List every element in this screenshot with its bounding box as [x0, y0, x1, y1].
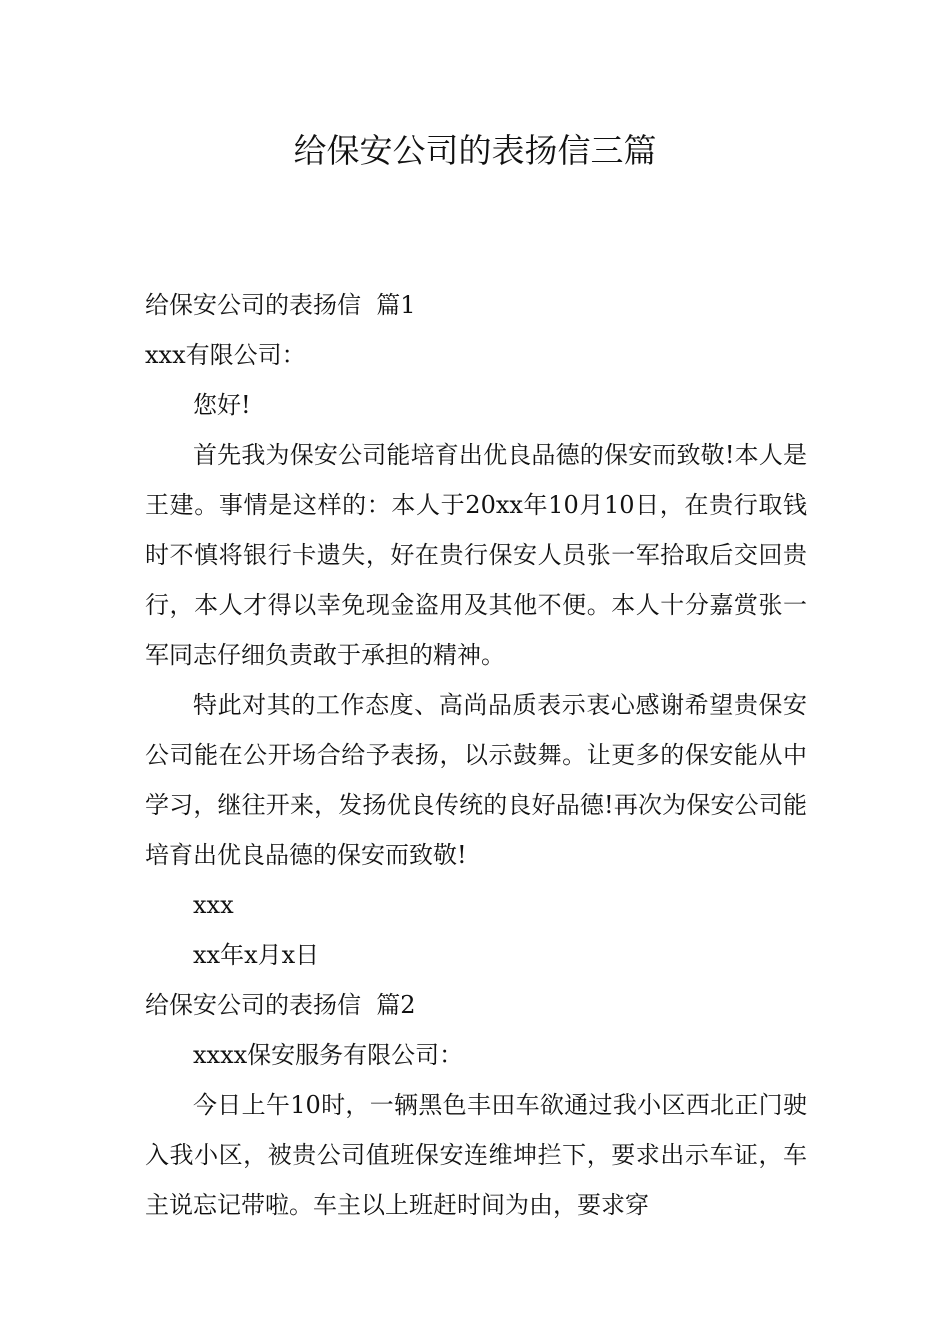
letter1-salutation: xxx有限公司： — [145, 341, 306, 369]
letter1-signature: xxx — [193, 891, 234, 919]
letter2-heading: 给保安公司的表扬信 篇2 — [145, 991, 416, 1019]
letter1-paragraph-2: 特此对其的工作态度、高尚品质表示衷心感谢希望贵保安公司能在公开场合给予表扬，以示鼓舞。让更多的保安能从中学习，继往开来，发扬优良传统的良好品德!再次为保安公司能培育出优良品德的保安而致敬! — [145, 691, 807, 869]
letter1-heading: 给保安公司的表扬信 篇1 — [145, 291, 416, 319]
letter1-date: xx年x月x日 — [193, 941, 320, 969]
document-title: 给保安公司的表扬信三篇 — [293, 131, 657, 170]
document-body — [145, 280, 807, 1230]
letter1-greeting: 您好! — [193, 391, 251, 419]
letter1-paragraph-1: 首先我为保安公司能培育出优良品德的保安而致敬!本人是王建。事情是这样的：本人于20xx年10月10日，在贵行取钱时不慎将银行卡遗失，好在贵行保安人员张一军拾取后交回贵行，本人才得以幸免现金盗用及其他不便。本人十分嘉赏张一军同志仔细负责敢于承担的精神。 — [145, 441, 807, 669]
letter2-paragraph-1: 今日上午10时，一辆黑色丰田车欲通过我小区西北正门驶入我小区，被贵公司值班保安连维坤拦下，要求出示车证，车主说忘记带啦。车主以上班赶时间为由，要求穿 — [145, 1091, 807, 1219]
letter2-salutation: xxxx保安服务有限公司： — [193, 1041, 464, 1069]
